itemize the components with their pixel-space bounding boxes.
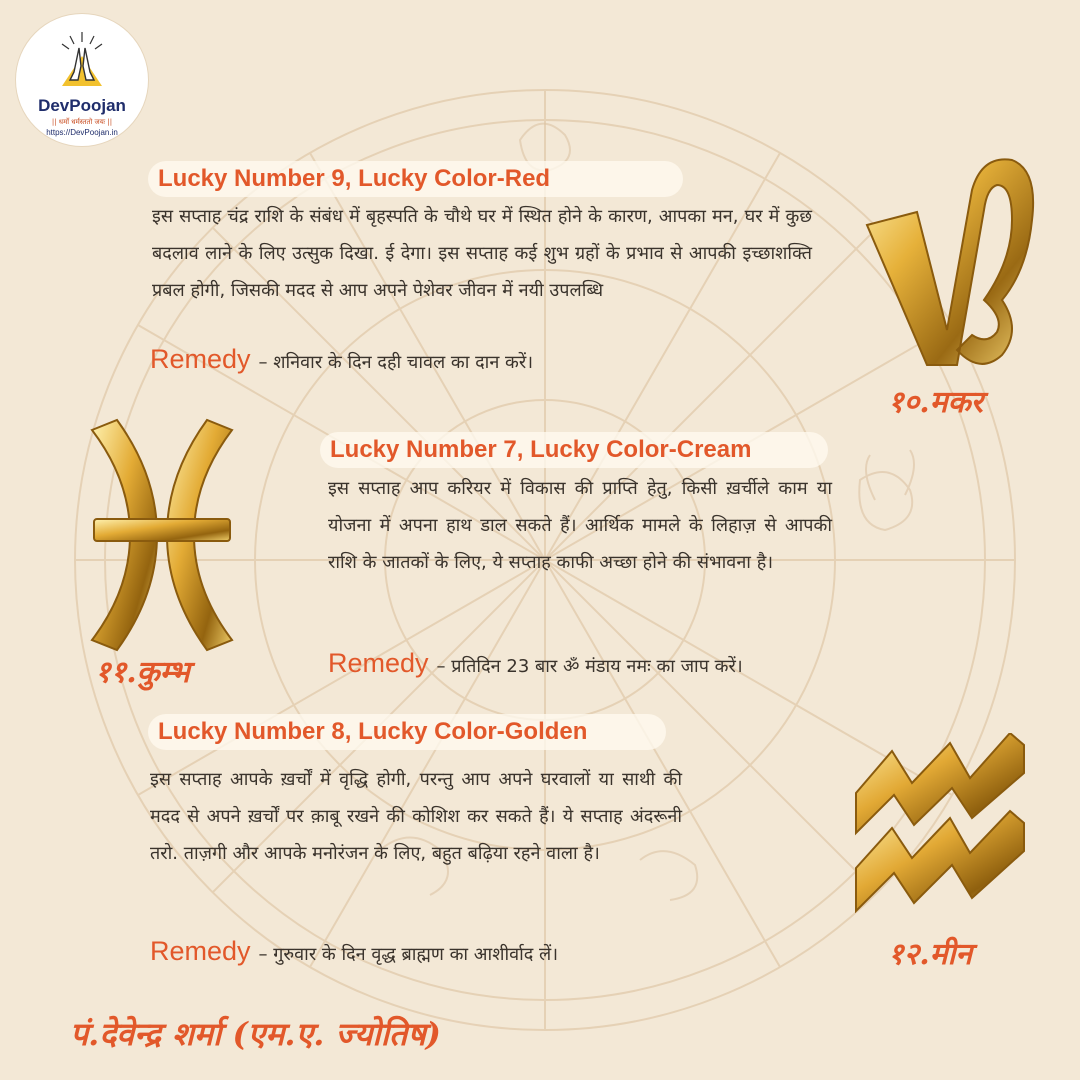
pisces-symbol-icon [82,415,242,655]
devpoojan-logo[interactable] [16,14,148,146]
remedy-label: Remedy [150,936,251,966]
remedy-text: – गुरुवार के दिन वृद्ध ब्राह्मण का आशीर्वाद लें। [258,944,559,965]
section-2-text: इस सप्ताह आप करियर में विकास की प्राप्ति हेतु, किसी ख़र्चीले काम या योजना में अपना हाथ डाल सकते हैं। आर्थिक मामले के लिहाज़ से आपकी राशि के जातकों के लिए, ये सप्ताह काफी अच्छा होने की संभावना है। [328,478,832,573]
section-3-remedy [150,936,558,967]
sign-label-kumbh: ११.कुम्भ [95,655,190,690]
logo-brand-name: DevPoojan [38,96,126,115]
logo-url[interactable]: https://DevPoojan.in [46,128,118,137]
remedy-text: – प्रतिदिन 23 बार ॐ मंडाय नमः का जाप करें। [436,656,743,677]
aquarius-symbol-icon [852,733,1028,913]
remedy-text: – शनिवार के दिन दही चावल का दान करें। [258,352,534,373]
sign-label-meen: १२.मीन [888,937,973,972]
section-2-heading: Lucky Number 7, Lucky Color-Cream [320,432,828,468]
section-1-heading: Lucky Number 9, Lucky Color-Red [148,161,683,197]
section-1-remedy [150,344,533,375]
section-3-text: इस सप्ताह आपके ख़र्चों में वृद्धि होगी, परन्तु आप अपने घरवालों या साथी की मदद से अपने ख़र्चों पर क़ाबू रखने की कोशिश कर सकते हैं। ये सप्ताह अंदरूनी तरो. ताज़गी और आपके मनोरंजन के लिए, बहुत बढ़िया रहने वाला है। [150,769,682,864]
section-2-remedy [328,648,743,679]
sign-label-makar: १०.मकर [888,385,983,420]
praying-hands-icon [52,28,112,88]
section-1-text: इस सप्ताह चंद्र राशि के संबंध में बृहस्पति के चौथे घर में स्थित होने के कारण, आपका मन, घर में कुछ बदलाव लाने के लिए उत्सुक दिखा. ई देगा। इस सप्ताह कई शुभ ग्रहों के प्रभाव से आपकी इच्छाशक्ति प्रबल होगी, जिसकी मदद से आप अपने पेशेवर जीवन में नयी उपलब्धि [152,206,812,301]
remedy-label: Remedy [328,648,429,678]
section-3-heading: Lucky Number 8, Lucky Color-Golden [148,714,666,750]
logo-tagline: || धर्मो धर्मस्ततो जयः || [51,118,113,126]
remedy-label: Remedy [150,344,251,374]
capricorn-symbol-icon [862,150,1038,380]
author-signature: पं.देवेन्द्र शर्मा (एम.ए. ज्योतिष) [70,1015,441,1053]
